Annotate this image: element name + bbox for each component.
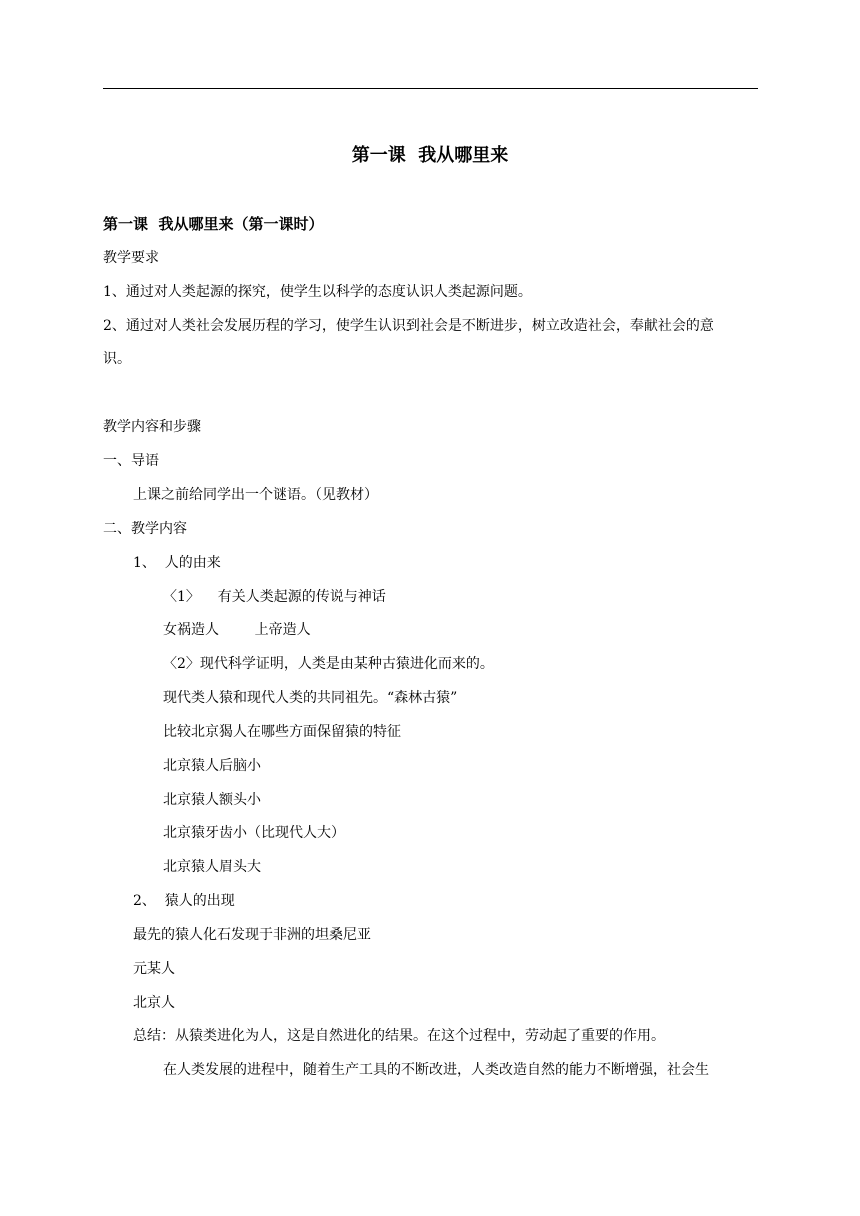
compare-line: 比较北京猲人在哪些方面保留猿的特征 [163, 724, 401, 740]
header-rule [103, 88, 758, 89]
intro-text: 上课之前给同学出一个谜语。（见教材） [133, 487, 378, 503]
section-2-heading: 二、教学内容 [103, 521, 187, 537]
page-title: 第一课 我从哪里来 [351, 145, 509, 166]
requirement-1: 1、通过对人类起源的探究，使学生以科学的态度认识人类起源问题。 [103, 284, 532, 300]
summary-line: 总结：从猿类进化为人，这是自然进化的结果。在这个过程中，劳动起了重要的作用。 [133, 1028, 665, 1044]
lesson-subtitle: 第一课 我从哪里来（第一课时） [103, 215, 324, 233]
feature-3: 北京猿牙齿小（比现代人大） [163, 825, 345, 841]
item-1-1: 〈1〉 有关人类起源的传说与神话 [163, 589, 386, 605]
ancestor-line: 现代类人猿和现代人类的共同祖先。“森林古猿” [163, 690, 458, 706]
requirement-2-line-1: 2、通过对人类社会发展历程的学习，使学生认识到社会是不断进步，树立改造社会，奉献社会的意 [103, 318, 714, 334]
requirements-heading: 教学要求 [103, 250, 159, 266]
requirement-2-line-2: 识。 [103, 351, 131, 367]
myths-line: 女祸造人 上帝造人 [163, 622, 311, 638]
beijing-line: 北京人 [133, 995, 175, 1011]
fossil-line: 最先的猿人化石发现于非洲的坦桑尼亚 [133, 927, 371, 943]
content-heading: 教学内容和步骤 [103, 419, 201, 435]
item-1-heading: 1、 人的由来 [133, 555, 221, 571]
section-1-heading: 一、导语 [103, 453, 159, 469]
closing-line: 在人类发展的进程中，随着生产工具的不断改进，人类改造自然的能力不断增强，社会生 [163, 1062, 709, 1078]
item-1-2: 〈2〉现代科学证明，人类是由某种古猿进化而来的。 [163, 656, 494, 672]
item-2-heading: 2、 猿人的出现 [133, 893, 235, 909]
feature-4: 北京猿人眉头大 [163, 859, 261, 875]
feature-1: 北京猿人后脑小 [163, 758, 261, 774]
yuanmou-line: 元某人 [133, 961, 175, 977]
feature-2: 北京猿人额头小 [163, 792, 261, 808]
